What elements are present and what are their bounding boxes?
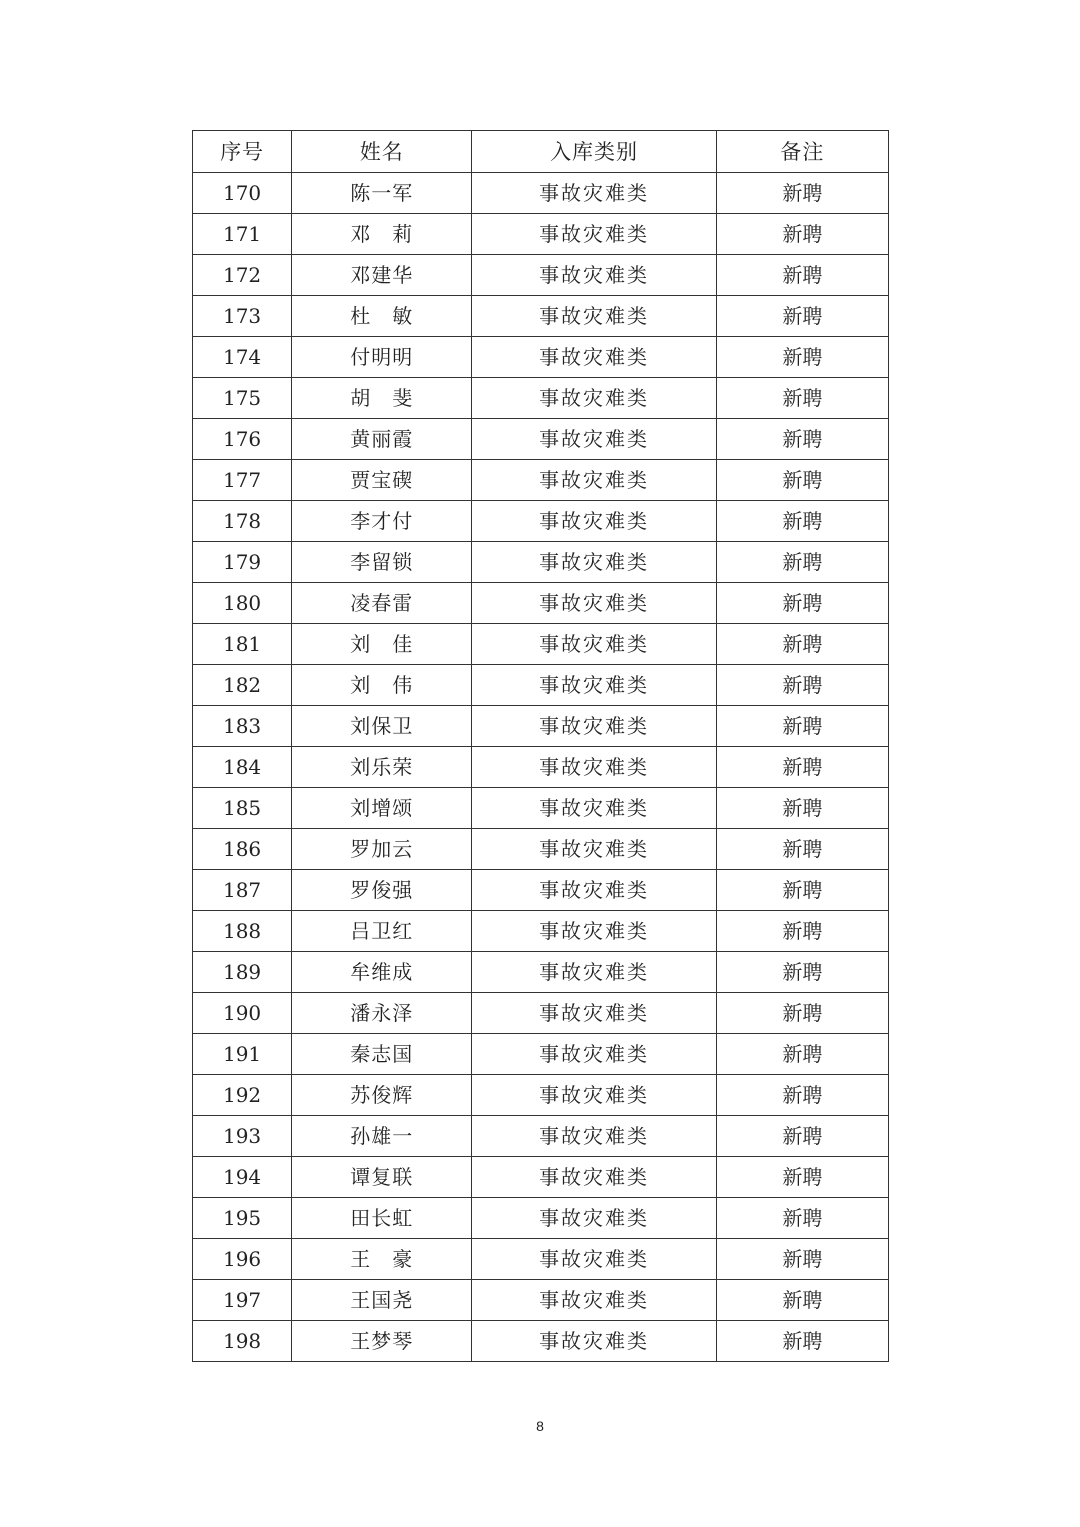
table-row xyxy=(193,1321,889,1362)
cell-category: 事故灾难类 xyxy=(472,419,716,460)
cell-index: 189 xyxy=(193,952,292,993)
cell-name: 贾宝碶 xyxy=(292,460,472,501)
cell-category: 事故灾难类 xyxy=(472,1280,716,1321)
table-row xyxy=(193,747,889,788)
cell-category: 事故灾难类 xyxy=(472,378,716,419)
cell-name: 胡 斐 xyxy=(292,378,472,419)
cell-name: 邓 莉 xyxy=(292,214,472,255)
table-row xyxy=(193,255,889,296)
cell-category: 事故灾难类 xyxy=(472,583,716,624)
cell-category: 事故灾难类 xyxy=(472,993,716,1034)
cell-index: 188 xyxy=(193,911,292,952)
cell-index: 175 xyxy=(193,378,292,419)
table-header xyxy=(193,131,889,173)
cell-category: 事故灾难类 xyxy=(472,952,716,993)
cell-index: 196 xyxy=(193,1239,292,1280)
table-row xyxy=(193,501,889,542)
cell-remark: 新聘 xyxy=(716,296,888,337)
cell-index: 180 xyxy=(193,583,292,624)
cell-index: 187 xyxy=(193,870,292,911)
cell-category: 事故灾难类 xyxy=(472,747,716,788)
cell-index: 190 xyxy=(193,993,292,1034)
table-row xyxy=(193,706,889,747)
cell-remark: 新聘 xyxy=(716,1280,888,1321)
cell-remark: 新聘 xyxy=(716,1075,888,1116)
cell-remark: 新聘 xyxy=(716,255,888,296)
cell-remark: 新聘 xyxy=(716,419,888,460)
cell-name: 黄丽霞 xyxy=(292,419,472,460)
cell-category: 事故灾难类 xyxy=(472,665,716,706)
cell-index: 170 xyxy=(193,173,292,214)
cell-name: 刘 伟 xyxy=(292,665,472,706)
page-number: 8 xyxy=(536,1418,544,1434)
table-row xyxy=(193,542,889,583)
cell-name: 刘保卫 xyxy=(292,706,472,747)
cell-category: 事故灾难类 xyxy=(472,214,716,255)
expert-roster-table xyxy=(192,130,889,1362)
cell-name: 王梦琴 xyxy=(292,1321,472,1362)
cell-name: 刘乐荣 xyxy=(292,747,472,788)
cell-category: 事故灾难类 xyxy=(472,1321,716,1362)
table-row xyxy=(193,1157,889,1198)
table-row xyxy=(193,1198,889,1239)
table-row xyxy=(193,952,889,993)
cell-name: 刘增颂 xyxy=(292,788,472,829)
cell-index: 183 xyxy=(193,706,292,747)
table-row xyxy=(193,296,889,337)
cell-category: 事故灾难类 xyxy=(472,1034,716,1075)
cell-remark: 新聘 xyxy=(716,870,888,911)
cell-name: 罗加云 xyxy=(292,829,472,870)
cell-index: 195 xyxy=(193,1198,292,1239)
cell-remark: 新聘 xyxy=(716,788,888,829)
table-row xyxy=(193,870,889,911)
cell-name: 田长虹 xyxy=(292,1198,472,1239)
table-row xyxy=(193,624,889,665)
cell-index: 178 xyxy=(193,501,292,542)
table-row xyxy=(193,993,889,1034)
header-row xyxy=(193,131,889,173)
cell-category: 事故灾难类 xyxy=(472,911,716,952)
table-row xyxy=(193,583,889,624)
cell-name: 李才付 xyxy=(292,501,472,542)
cell-name: 王国尧 xyxy=(292,1280,472,1321)
table-row xyxy=(193,1239,889,1280)
header-remark: 备注 xyxy=(716,131,888,173)
cell-index: 194 xyxy=(193,1157,292,1198)
cell-remark: 新聘 xyxy=(716,747,888,788)
cell-name: 凌春雷 xyxy=(292,583,472,624)
cell-name: 罗俊强 xyxy=(292,870,472,911)
cell-category: 事故灾难类 xyxy=(472,296,716,337)
cell-category: 事故灾难类 xyxy=(472,788,716,829)
table-row xyxy=(193,1075,889,1116)
cell-remark: 新聘 xyxy=(716,460,888,501)
cell-name: 秦志国 xyxy=(292,1034,472,1075)
header-name: 姓名 xyxy=(292,131,472,173)
cell-index: 172 xyxy=(193,255,292,296)
cell-name: 吕卫红 xyxy=(292,911,472,952)
table-row xyxy=(193,460,889,501)
cell-remark: 新聘 xyxy=(716,542,888,583)
cell-index: 174 xyxy=(193,337,292,378)
cell-name: 陈一军 xyxy=(292,173,472,214)
cell-remark: 新聘 xyxy=(716,624,888,665)
cell-remark: 新聘 xyxy=(716,665,888,706)
cell-category: 事故灾难类 xyxy=(472,1116,716,1157)
cell-category: 事故灾难类 xyxy=(472,542,716,583)
cell-index: 191 xyxy=(193,1034,292,1075)
table-row xyxy=(193,829,889,870)
cell-category: 事故灾难类 xyxy=(472,829,716,870)
cell-category: 事故灾难类 xyxy=(472,624,716,665)
cell-remark: 新聘 xyxy=(716,1239,888,1280)
table-row xyxy=(193,665,889,706)
cell-index: 197 xyxy=(193,1280,292,1321)
cell-index: 182 xyxy=(193,665,292,706)
cell-remark: 新聘 xyxy=(716,337,888,378)
table-row xyxy=(193,788,889,829)
cell-category: 事故灾难类 xyxy=(472,706,716,747)
cell-index: 198 xyxy=(193,1321,292,1362)
cell-index: 171 xyxy=(193,214,292,255)
cell-remark: 新聘 xyxy=(716,501,888,542)
cell-index: 177 xyxy=(193,460,292,501)
cell-index: 179 xyxy=(193,542,292,583)
cell-category: 事故灾难类 xyxy=(472,870,716,911)
cell-remark: 新聘 xyxy=(716,993,888,1034)
cell-remark: 新聘 xyxy=(716,829,888,870)
table-row xyxy=(193,173,889,214)
cell-name: 潘永泽 xyxy=(292,993,472,1034)
cell-remark: 新聘 xyxy=(716,1198,888,1239)
cell-name: 付明明 xyxy=(292,337,472,378)
cell-index: 185 xyxy=(193,788,292,829)
cell-name: 杜 敏 xyxy=(292,296,472,337)
table-row xyxy=(193,1034,889,1075)
table-body xyxy=(193,173,889,1362)
cell-remark: 新聘 xyxy=(716,214,888,255)
cell-name: 谭复联 xyxy=(292,1157,472,1198)
cell-category: 事故灾难类 xyxy=(472,1198,716,1239)
cell-category: 事故灾难类 xyxy=(472,460,716,501)
cell-index: 192 xyxy=(193,1075,292,1116)
cell-remark: 新聘 xyxy=(716,378,888,419)
cell-index: 176 xyxy=(193,419,292,460)
cell-remark: 新聘 xyxy=(716,1321,888,1362)
cell-remark: 新聘 xyxy=(716,583,888,624)
cell-name: 孙雄一 xyxy=(292,1116,472,1157)
cell-remark: 新聘 xyxy=(716,952,888,993)
table-row xyxy=(193,419,889,460)
cell-index: 173 xyxy=(193,296,292,337)
cell-index: 181 xyxy=(193,624,292,665)
cell-remark: 新聘 xyxy=(716,1116,888,1157)
cell-category: 事故灾难类 xyxy=(472,173,716,214)
cell-remark: 新聘 xyxy=(716,173,888,214)
table-row xyxy=(193,214,889,255)
cell-name: 苏俊辉 xyxy=(292,1075,472,1116)
cell-remark: 新聘 xyxy=(716,1034,888,1075)
table-row xyxy=(193,378,889,419)
cell-name: 王 豪 xyxy=(292,1239,472,1280)
cell-name: 邓建华 xyxy=(292,255,472,296)
table-row xyxy=(193,337,889,378)
table-row xyxy=(193,1116,889,1157)
table-row xyxy=(193,911,889,952)
cell-name: 刘 佳 xyxy=(292,624,472,665)
cell-name: 李留锁 xyxy=(292,542,472,583)
cell-remark: 新聘 xyxy=(716,911,888,952)
cell-remark: 新聘 xyxy=(716,706,888,747)
cell-remark: 新聘 xyxy=(716,1157,888,1198)
header-index: 序号 xyxy=(193,131,292,173)
cell-index: 184 xyxy=(193,747,292,788)
cell-index: 186 xyxy=(193,829,292,870)
cell-category: 事故灾难类 xyxy=(472,501,716,542)
cell-category: 事故灾难类 xyxy=(472,255,716,296)
cell-category: 事故灾难类 xyxy=(472,1157,716,1198)
cell-index: 193 xyxy=(193,1116,292,1157)
header-category: 入库类别 xyxy=(472,131,716,173)
cell-category: 事故灾难类 xyxy=(472,337,716,378)
table-row xyxy=(193,1280,889,1321)
cell-category: 事故灾难类 xyxy=(472,1075,716,1116)
cell-category: 事故灾难类 xyxy=(472,1239,716,1280)
cell-name: 牟维成 xyxy=(292,952,472,993)
